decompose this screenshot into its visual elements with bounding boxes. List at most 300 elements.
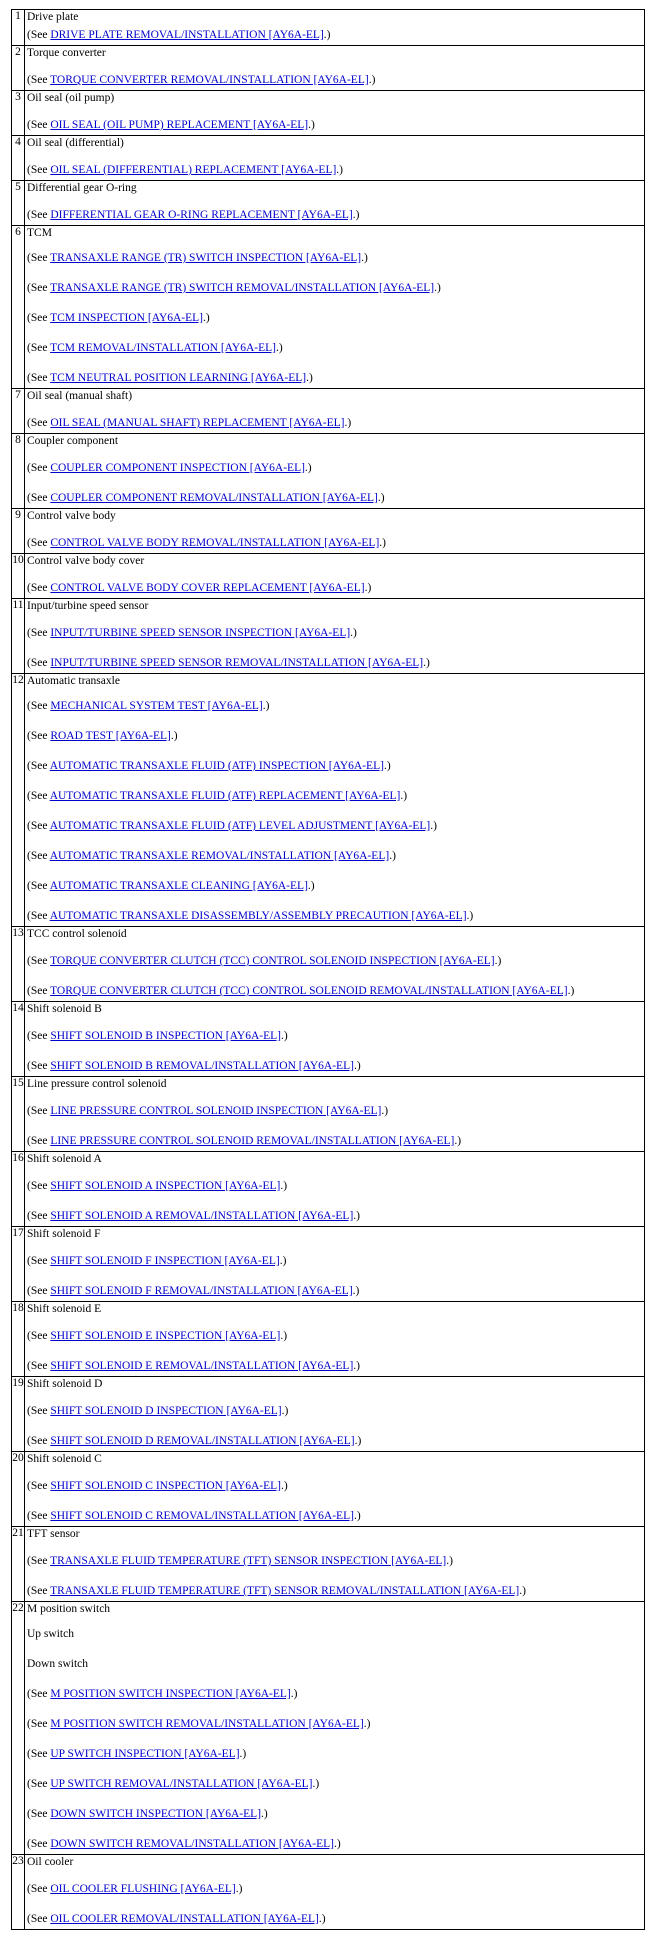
reference-prefix: (See (27, 1330, 51, 1342)
component-row (12, 927, 645, 1002)
item-description (25, 1002, 645, 1077)
reference-suffix: .) (280, 1030, 288, 1042)
reference-prefix: (See (27, 462, 51, 474)
item-number: 11 (12, 599, 25, 674)
reference-suffix: .) (281, 1405, 289, 1417)
reference-link[interactable]: OIL COOLER REMOVAL/INSTALLATION [AY6A-EL] (50, 1913, 319, 1925)
component-row (12, 136, 645, 181)
component-row (12, 674, 645, 927)
reference-suffix: .) (454, 1135, 462, 1147)
reference-line (27, 1777, 319, 1791)
reference-suffix: .) (334, 1838, 341, 1850)
component-row (12, 554, 645, 599)
item-description (25, 674, 645, 927)
reference-suffix: .) (261, 1808, 268, 1820)
reference-line (27, 1554, 453, 1568)
reference-line (27, 1134, 461, 1148)
reference-link[interactable]: AUTOMATIC TRANSAXLE FLUID (ATF) LEVEL ADJUSTMENT [AY6A-EL] (49, 820, 431, 832)
reference-line (27, 1284, 359, 1298)
reference-link[interactable]: UP SWITCH REMOVAL/INSTALLATION [AY6A-EL] (50, 1778, 313, 1790)
reference-prefix: (See (27, 1360, 51, 1372)
reference-prefix: (See (27, 119, 51, 131)
reference-link[interactable]: MECHANICAL SYSTEM TEST [AY6A-EL] (50, 700, 263, 712)
reference-prefix: (See (27, 1435, 51, 1447)
component-row (12, 599, 645, 674)
reference-line (27, 1104, 388, 1118)
component-row (12, 389, 645, 434)
item-description (25, 1152, 645, 1227)
reference-line (27, 1059, 361, 1073)
reference-link[interactable]: SHIFT SOLENOID C INSPECTION [AY6A-EL] (50, 1480, 281, 1492)
reference-suffix: .) (400, 790, 408, 802)
reference-link[interactable]: TCM INSPECTION [AY6A-EL] (50, 312, 204, 324)
reference-line (27, 1479, 288, 1493)
item-number: 15 (12, 1077, 25, 1152)
reference-suffix: .) (262, 700, 270, 712)
reference-prefix: (See (27, 627, 51, 639)
reference-suffix: .) (368, 74, 376, 86)
item-number: 19 (12, 1377, 25, 1452)
reference-line (27, 1434, 361, 1448)
component-row (12, 509, 645, 554)
reference-suffix: .) (239, 1748, 247, 1760)
reference-suffix: .) (307, 880, 315, 892)
reference-link[interactable]: SHIFT SOLENOID F INSPECTION [AY6A-EL] (50, 1255, 280, 1267)
reference-prefix: (See (27, 1210, 51, 1222)
reference-link[interactable]: INPUT/TURBINE SPEED SENSOR REMOVAL/INSTALLATION [AY6A-EL] (50, 657, 424, 669)
reference-prefix: (See (27, 850, 50, 862)
reference-suffix: .) (235, 1883, 243, 1895)
component-name: Drive plate (27, 11, 79, 23)
reference-suffix: .) (336, 164, 344, 176)
reference-link[interactable]: TORQUE CONVERTER REMOVAL/INSTALLATION [AY6A-EL] (50, 74, 369, 86)
reference-suffix: .) (203, 312, 210, 324)
reference-line (27, 1209, 360, 1223)
reference-link[interactable]: SHIFT SOLENOID B REMOVAL/INSTALLATION [AY6A-EL] (50, 1060, 354, 1072)
reference-link[interactable]: AUTOMATIC TRANSAXLE CLEANING [AY6A-EL] (49, 880, 308, 892)
reference-suffix: .) (353, 1060, 361, 1072)
reference-prefix: (See (27, 1913, 51, 1925)
component-row (12, 434, 645, 509)
reference-suffix: .) (352, 209, 360, 221)
item-description (25, 1227, 645, 1302)
component-name: Oil seal (manual shaft) (27, 390, 133, 402)
item-description (25, 181, 645, 226)
reference-prefix: (See (27, 700, 51, 712)
reference-link[interactable]: LINE PRESSURE CONTROL SOLENOID INSPECTION [AY6A-EL] (50, 1105, 382, 1117)
item-number: 17 (12, 1227, 25, 1302)
reference-prefix: (See (27, 282, 51, 294)
reference-prefix: (See (27, 1883, 51, 1895)
reference-link[interactable]: CONTROL VALVE BODY COVER REPLACEMENT [AY6A-EL] (50, 582, 365, 594)
item-description (25, 226, 645, 389)
reference-suffix: .) (323, 29, 331, 41)
reference-line (27, 1837, 341, 1851)
reference-prefix: (See (27, 1180, 51, 1192)
reference-prefix: (See (27, 1510, 51, 1522)
reference-line (27, 311, 210, 325)
reference-prefix: (See (27, 417, 51, 429)
reference-link[interactable]: SHIFT SOLENOID A INSPECTION [AY6A-EL] (50, 1180, 281, 1192)
item-number: 20 (12, 1452, 25, 1527)
component-name: Input/turbine speed sensor (27, 600, 149, 612)
reference-suffix: .) (170, 730, 178, 742)
reference-prefix: (See (27, 910, 50, 922)
component-row (12, 1152, 645, 1227)
reference-link[interactable]: TRANSAXLE RANGE (TR) SWITCH INSPECTION [AY6A-EL] (50, 252, 362, 264)
reference-suffix: .) (352, 1285, 360, 1297)
reference-prefix: (See (27, 820, 50, 832)
component-name: Shift solenoid A (27, 1153, 102, 1165)
reference-link[interactable]: TCM NEUTRAL POSITION LEARNING [AY6A-EL] (50, 372, 307, 384)
reference-suffix: .) (304, 462, 312, 474)
reference-line (27, 163, 343, 177)
item-description (25, 509, 645, 554)
reference-suffix: .) (567, 985, 575, 997)
reference-line (27, 819, 437, 833)
reference-line (27, 1687, 297, 1701)
reference-line (27, 984, 574, 998)
reference-link[interactable]: SHIFT SOLENOID B INSPECTION [AY6A-EL] (50, 1030, 281, 1042)
reference-line (27, 879, 315, 893)
reference-link[interactable]: SHIFT SOLENOID E INSPECTION [AY6A-EL] (50, 1330, 281, 1342)
reference-prefix: (See (27, 1255, 51, 1267)
reference-link[interactable]: SHIFT SOLENOID F REMOVAL/INSTALLATION [AY6A-EL] (50, 1285, 353, 1297)
component-name: Automatic transaxle (27, 675, 120, 687)
reference-prefix: (See (27, 209, 51, 221)
item-number: 21 (12, 1527, 25, 1602)
reference-line (27, 1359, 360, 1373)
reference-suffix: .) (354, 1435, 362, 1447)
reference-link[interactable]: DOWN SWITCH REMOVAL/INSTALLATION [AY6A-EL] (50, 1838, 334, 1850)
item-number: 6 (12, 226, 25, 389)
reference-link[interactable]: M POSITION SWITCH REMOVAL/INSTALLATION [AY6A-EL] (50, 1718, 364, 1730)
component-row (12, 1302, 645, 1377)
item-description (25, 1302, 645, 1377)
item-number: 23 (12, 1855, 25, 1930)
reference-link[interactable]: DOWN SWITCH INSPECTION [AY6A-EL] (50, 1808, 262, 1820)
reference-suffix: .) (423, 657, 430, 669)
item-description (25, 554, 645, 599)
reference-prefix: (See (27, 74, 51, 86)
reference-suffix: .) (280, 1480, 288, 1492)
item-description (25, 10, 645, 46)
component-name: Oil cooler (27, 1856, 74, 1868)
reference-line (27, 1882, 242, 1896)
reference-suffix: .) (430, 820, 437, 832)
reference-line (27, 1179, 287, 1193)
component-table (11, 9, 645, 1930)
reference-suffix: .) (290, 1688, 298, 1700)
reference-suffix: .) (383, 760, 391, 772)
item-description (25, 1602, 645, 1855)
reference-suffix: .) (494, 955, 502, 967)
reference-prefix: (See (27, 1688, 51, 1700)
component-row (12, 46, 645, 91)
item-number: 7 (12, 389, 25, 434)
reference-prefix: (See (27, 1030, 51, 1042)
reference-link[interactable]: OIL COOLER FLUSHING [AY6A-EL] (50, 1883, 236, 1895)
reference-suffix: .) (446, 1555, 453, 1567)
item-number: 4 (12, 136, 25, 181)
reference-suffix: .) (381, 1105, 389, 1117)
reference-line (27, 699, 269, 713)
reference-suffix: .) (434, 282, 441, 294)
reference-link[interactable]: TRANSAXLE FLUID TEMPERATURE (TFT) SENSOR INSPECTION [AY6A-EL] (50, 1555, 447, 1567)
item-number: 2 (12, 46, 25, 91)
reference-line (27, 281, 441, 295)
reference-prefix: (See (27, 1555, 51, 1567)
component-name: M position switch (27, 1603, 111, 1615)
component-row (12, 1452, 645, 1527)
reference-prefix: (See (27, 537, 51, 549)
reference-link[interactable]: TCM REMOVAL/INSTALLATION [AY6A-EL] (50, 342, 276, 354)
component-row (12, 1002, 645, 1077)
reference-link[interactable]: ROAD TEST [AY6A-EL] (50, 730, 171, 742)
component-table-body (12, 10, 645, 1930)
reference-line (27, 1509, 361, 1523)
component-row (12, 1602, 645, 1855)
reference-link[interactable]: OIL SEAL (MANUAL SHAFT) REPLACEMENT [AY6A-EL] (50, 417, 345, 429)
component-row (12, 1077, 645, 1152)
item-number: 13 (12, 927, 25, 1002)
component-name: Oil seal (differential) (27, 137, 124, 149)
reference-prefix: (See (27, 1105, 51, 1117)
reference-suffix: .) (377, 492, 385, 504)
reference-suffix: .) (353, 1210, 361, 1222)
reference-prefix: (See (27, 760, 50, 772)
reference-prefix: (See (27, 790, 50, 802)
item-number: 10 (12, 554, 25, 599)
component-row (12, 1227, 645, 1302)
reference-suffix: .) (363, 1718, 371, 1730)
item-number: 3 (12, 91, 25, 136)
reference-link[interactable]: COUPLER COMPONENT INSPECTION [AY6A-EL] (50, 462, 305, 474)
item-number: 5 (12, 181, 25, 226)
component-row (12, 10, 645, 46)
reference-line (27, 759, 391, 773)
item-number: 16 (12, 1152, 25, 1227)
reference-line (27, 626, 357, 640)
reference-link[interactable]: AUTOMATIC TRANSAXLE DISASSEMBLY/ASSEMBLY PRECAUTION [AY6A-EL] (49, 910, 467, 922)
reference-prefix: (See (27, 955, 51, 967)
item-description (25, 927, 645, 1002)
reference-suffix: .) (308, 119, 315, 131)
reference-prefix: (See (27, 164, 51, 176)
component-name: Oil seal (oil pump) (27, 92, 115, 104)
reference-prefix: (See (27, 880, 50, 892)
reference-suffix: .) (353, 1360, 360, 1372)
reference-link[interactable]: TRANSAXLE RANGE (TR) SWITCH REMOVAL/INSTALLATION [AY6A-EL] (50, 282, 435, 294)
reference-suffix: .) (519, 1585, 526, 1597)
item-description (25, 434, 645, 509)
reference-line (27, 208, 359, 222)
item-description (25, 1077, 645, 1152)
component-name: TCM (27, 227, 52, 239)
sub-component-name: Down switch (27, 1658, 89, 1670)
item-description (25, 91, 645, 136)
component-row (12, 181, 645, 226)
reference-prefix: (See (27, 29, 51, 41)
reference-prefix: (See (27, 730, 51, 742)
reference-line (27, 1404, 288, 1418)
reference-line (27, 416, 351, 430)
reference-prefix: (See (27, 1405, 51, 1417)
reference-link[interactable]: INPUT/TURBINE SPEED SENSOR INSPECTION [AY6A-EL] (50, 627, 351, 639)
reference-suffix: .) (350, 627, 357, 639)
reference-line (27, 954, 501, 968)
component-name: Shift solenoid D (27, 1378, 103, 1390)
reference-line (27, 491, 385, 505)
reference-link[interactable]: OIL SEAL (OIL PUMP) REPLACEMENT [AY6A-EL] (50, 119, 309, 131)
reference-prefix: (See (27, 1285, 51, 1297)
reference-line (27, 461, 312, 475)
reference-link[interactable]: AUTOMATIC TRANSAXLE FLUID (ATF) REPLACEMENT [AY6A-EL] (49, 790, 401, 802)
reference-suffix: .) (280, 1330, 288, 1342)
reference-link[interactable]: AUTOMATIC TRANSAXLE FLUID (ATF) INSPECTION [AY6A-EL] (49, 760, 384, 772)
reference-prefix: (See (27, 1718, 51, 1730)
item-number: 9 (12, 509, 25, 554)
reference-link[interactable]: COUPLER COMPONENT REMOVAL/INSTALLATION [AY6A-EL] (50, 492, 378, 504)
component-row (12, 1377, 645, 1452)
component-row (12, 1855, 645, 1930)
reference-prefix: (See (27, 342, 51, 354)
reference-prefix: (See (27, 1480, 51, 1492)
reference-suffix: .) (280, 1180, 288, 1192)
item-description (25, 136, 645, 181)
reference-line (27, 909, 473, 923)
item-description (25, 1452, 645, 1527)
reference-prefix: (See (27, 372, 51, 384)
reference-line (27, 73, 375, 87)
reference-link[interactable]: TORQUE CONVERTER CLUTCH (TCC) CONTROL SOLENOID REMOVAL/INSTALLATION [AY6A-EL] (50, 985, 568, 997)
reference-suffix: .) (353, 1510, 361, 1522)
reference-line (27, 1029, 288, 1043)
reference-prefix: (See (27, 1135, 51, 1147)
reference-suffix: .) (279, 1255, 287, 1267)
reference-link[interactable]: SHIFT SOLENOID D INSPECTION [AY6A-EL] (50, 1405, 282, 1417)
item-description (25, 1377, 645, 1452)
reference-link[interactable]: AUTOMATIC TRANSAXLE REMOVAL/INSTALLATION [AY6A-EL] (49, 850, 390, 862)
reference-prefix: (See (27, 1778, 51, 1790)
component-name: Shift solenoid E (27, 1303, 102, 1315)
reference-prefix: (See (27, 1808, 51, 1820)
reference-suffix: .) (318, 1913, 326, 1925)
reference-prefix: (See (27, 1748, 51, 1760)
item-number: 22 (12, 1602, 25, 1855)
reference-line (27, 1912, 326, 1926)
component-name: TCC control solenoid (27, 928, 127, 940)
reference-link[interactable]: SHIFT SOLENOID A REMOVAL/INSTALLATION [AY6A-EL] (50, 1210, 354, 1222)
reference-link[interactable]: UP SWITCH INSPECTION [AY6A-EL] (50, 1748, 240, 1760)
reference-line (27, 1254, 286, 1268)
item-number: 8 (12, 434, 25, 509)
reference-suffix: .) (466, 910, 474, 922)
reference-suffix: .) (364, 582, 372, 594)
item-number: 12 (12, 674, 25, 927)
reference-link[interactable]: TORQUE CONVERTER CLUTCH (TCC) CONTROL SOLENOID INSPECTION [AY6A-EL] (50, 955, 495, 967)
component-row (12, 226, 645, 389)
item-number: 14 (12, 1002, 25, 1077)
reference-link[interactable]: M POSITION SWITCH INSPECTION [AY6A-EL] (50, 1688, 291, 1700)
reference-suffix: .) (275, 342, 283, 354)
item-description (25, 1527, 645, 1602)
reference-prefix: (See (27, 312, 51, 324)
component-name: Coupler component (27, 435, 119, 447)
component-name: Shift solenoid C (27, 1453, 102, 1465)
reference-line (27, 1717, 370, 1731)
reference-prefix: (See (27, 1838, 51, 1850)
component-name: Line pressure control solenoid (27, 1078, 167, 1090)
reference-prefix: (See (27, 1060, 51, 1072)
reference-suffix: .) (344, 417, 352, 429)
reference-line (27, 1807, 268, 1821)
component-name: Differential gear O-ring (27, 182, 137, 194)
reference-line (27, 1747, 246, 1761)
reference-line (27, 118, 315, 132)
reference-link[interactable]: SHIFT SOLENOID C REMOVAL/INSTALLATION [AY6A-EL] (50, 1510, 354, 1522)
reference-link[interactable]: CONTROL VALVE BODY REMOVAL/INSTALLATION [AY6A-EL] (50, 537, 380, 549)
reference-link[interactable]: DIFFERENTIAL GEAR O-RING REPLACEMENT [AY6A-EL] (50, 209, 353, 221)
reference-prefix: (See (27, 1585, 51, 1597)
reference-link[interactable]: LINE PRESSURE CONTROL SOLENOID REMOVAL/INSTALLATION [AY6A-EL] (50, 1135, 455, 1147)
reference-line (27, 789, 407, 803)
reference-prefix: (See (27, 657, 51, 669)
reference-line (27, 371, 313, 385)
reference-link[interactable]: TRANSAXLE FLUID TEMPERATURE (TFT) SENSOR REMOVAL/INSTALLATION [AY6A-EL] (50, 1585, 520, 1597)
component-name: TFT sensor (27, 1528, 80, 1540)
item-description (25, 1855, 645, 1930)
reference-link[interactable]: OIL SEAL (DIFFERENTIAL) REPLACEMENT [AY6A-EL] (50, 164, 337, 176)
item-number: 1 (12, 10, 25, 46)
reference-line (27, 28, 331, 42)
reference-suffix: .) (389, 850, 396, 862)
reference-prefix: (See (27, 492, 51, 504)
reference-line (27, 341, 283, 355)
reference-prefix: (See (27, 985, 51, 997)
item-description (25, 599, 645, 674)
component-row (12, 1527, 645, 1602)
reference-suffix: .) (361, 252, 368, 264)
reference-line (27, 849, 396, 863)
reference-suffix: .) (306, 372, 313, 384)
item-number: 18 (12, 1302, 25, 1377)
component-name: Control valve body (27, 510, 116, 522)
component-name: Shift solenoid F (27, 1228, 101, 1240)
reference-line (27, 251, 368, 265)
reference-line (27, 729, 178, 743)
reference-link[interactable]: SHIFT SOLENOID D REMOVAL/INSTALLATION [AY6A-EL] (50, 1435, 355, 1447)
reference-link[interactable]: SHIFT SOLENOID E REMOVAL/INSTALLATION [AY6A-EL] (50, 1360, 354, 1372)
reference-prefix: (See (27, 252, 51, 264)
sub-component-name: Up switch (27, 1628, 74, 1640)
component-name: Control valve body cover (27, 555, 145, 567)
reference-suffix: .) (379, 537, 386, 549)
reference-line (27, 656, 430, 670)
reference-suffix: .) (312, 1778, 320, 1790)
component-row (12, 91, 645, 136)
reference-prefix: (See (27, 582, 51, 594)
reference-line (27, 1584, 526, 1598)
reference-link[interactable]: DRIVE PLATE REMOVAL/INSTALLATION [AY6A-EL] (50, 29, 324, 41)
reference-line (27, 536, 386, 550)
component-name: Shift solenoid B (27, 1003, 102, 1015)
reference-line (27, 581, 371, 595)
reference-line (27, 1329, 287, 1343)
item-description (25, 46, 645, 91)
item-description (25, 389, 645, 434)
component-name: Torque converter (27, 47, 106, 59)
